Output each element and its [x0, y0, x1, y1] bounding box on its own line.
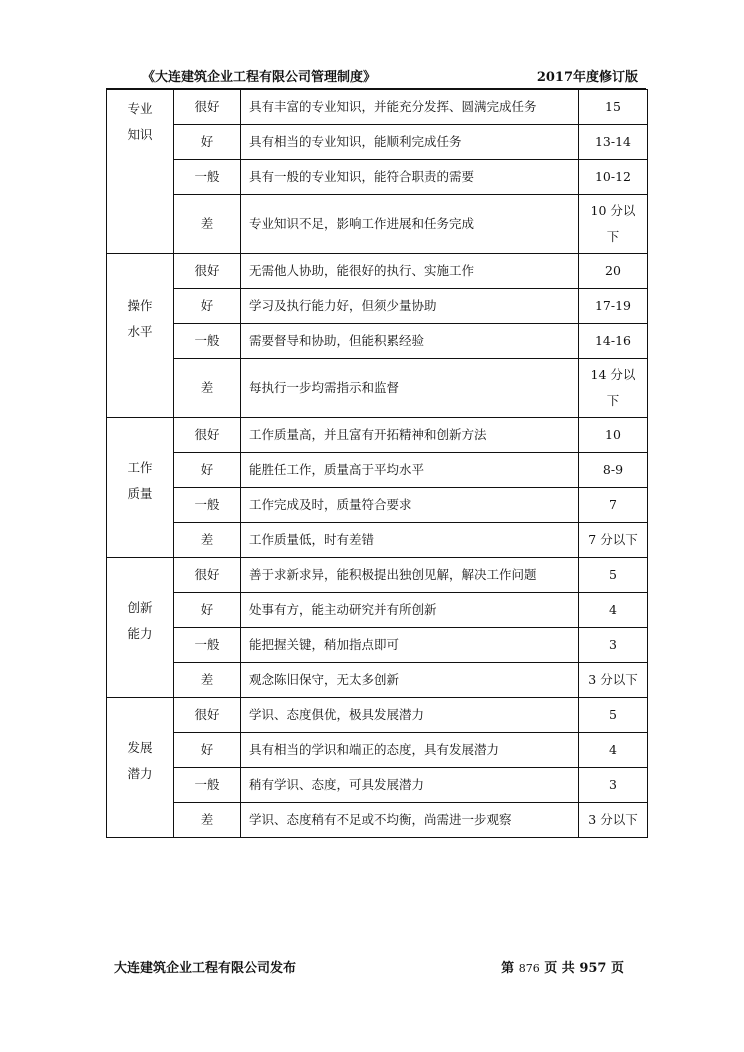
- page-middle: 页 共: [544, 961, 575, 976]
- score-cell: 7: [579, 488, 648, 523]
- level-cell: 差: [174, 523, 241, 558]
- criterion-line: 创新: [127, 599, 153, 615]
- criterion-line: 发展: [127, 739, 153, 755]
- page-indicator: [501, 960, 624, 978]
- criterion-cell: [107, 254, 174, 418]
- description-cell: 能胜任工作，质量高于平均水平: [241, 453, 579, 488]
- description-cell: 专业知识不足，影响工作进展和任务完成: [241, 195, 579, 254]
- level-cell: 差: [174, 663, 241, 698]
- score-line: 下: [606, 393, 620, 408]
- criterion-line: 水平: [127, 323, 153, 339]
- criterion-cell: [107, 418, 174, 558]
- table-row: [107, 90, 648, 125]
- table-row: [107, 558, 648, 593]
- table-row: [107, 593, 648, 628]
- level-cell: 好: [174, 593, 241, 628]
- level-cell: 好: [174, 453, 241, 488]
- level-cell: 一般: [174, 488, 241, 523]
- table-row: [107, 160, 648, 195]
- page-total: 957: [579, 961, 607, 976]
- score-line: 14 分以: [590, 367, 636, 382]
- score-cell: 7 分以下: [579, 523, 648, 558]
- score-line: 下: [606, 229, 620, 244]
- score-cell: 3 分以下: [579, 803, 648, 838]
- description-cell: 处事有方，能主动研究并有所创新: [241, 593, 579, 628]
- description-cell: 无需他人协助，能很好的执行、实施工作: [241, 254, 579, 289]
- table-row: [107, 523, 648, 558]
- criterion-cell: [107, 698, 174, 838]
- level-cell: 很好: [174, 254, 241, 289]
- score-cell: 10: [579, 418, 648, 453]
- level-cell: 好: [174, 125, 241, 160]
- table-row: [107, 768, 648, 803]
- level-cell: 一般: [174, 160, 241, 195]
- level-cell: 很好: [174, 698, 241, 733]
- description-cell: 学识、态度稍有不足或不均衡，尚需进一步观察: [241, 803, 579, 838]
- level-cell: 很好: [174, 90, 241, 125]
- description-cell: 学识、态度俱优，极具发展潜力: [241, 698, 579, 733]
- table-row: [107, 698, 648, 733]
- level-cell: 好: [174, 733, 241, 768]
- description-cell: 稍有学识、态度，可具发展潜力: [241, 768, 579, 803]
- description-cell: 需要督导和协助，但能积累经验: [241, 324, 579, 359]
- table-row: [107, 628, 648, 663]
- edition-label: 2017年度修订版: [536, 70, 638, 85]
- description-cell: 具有相当的专业知识，能顺利完成任务: [241, 125, 579, 160]
- criterion-line: 知识: [127, 127, 153, 142]
- criterion-line: 能力: [127, 625, 153, 641]
- publisher-label: 大连建筑企业工程有限公司发布: [114, 961, 297, 976]
- level-cell: 一般: [174, 768, 241, 803]
- page-prefix: 第: [501, 961, 515, 976]
- criterion-line: 工作: [127, 459, 153, 475]
- level-cell: 一般: [174, 324, 241, 359]
- score-cell: [579, 359, 648, 418]
- table-row: [107, 254, 648, 289]
- score-cell: 15: [579, 90, 648, 125]
- score-cell: 10-12: [579, 160, 648, 195]
- criterion-cell: [107, 90, 174, 254]
- level-cell: 差: [174, 359, 241, 418]
- table-row: [107, 324, 648, 359]
- level-cell: 好: [174, 289, 241, 324]
- table-row: [107, 453, 648, 488]
- criterion-cell: [107, 558, 174, 698]
- score-cell: 8-9: [579, 453, 648, 488]
- criterion-line: 潜力: [127, 765, 153, 781]
- page-suffix: 页: [610, 961, 624, 976]
- table-row: [107, 359, 648, 418]
- score-cell: 5: [579, 698, 648, 733]
- page-footer: [106, 960, 646, 980]
- description-cell: 每执行一步均需指示和监督: [241, 359, 579, 418]
- score-cell: 14-16: [579, 324, 648, 359]
- level-cell: 很好: [174, 558, 241, 593]
- score-cell: [579, 195, 648, 254]
- description-cell: 工作完成及时，质量符合要求: [241, 488, 579, 523]
- description-cell: 具有丰富的专业知识，并能充分发挥、圆满完成任务: [241, 90, 579, 125]
- score-line: 10 分以: [590, 203, 636, 218]
- description-cell: 善于求新求异，能积极提出独创见解，解决工作问题: [241, 558, 579, 593]
- document-title: 《大连建筑企业工程有限公司管理制度》: [142, 70, 377, 85]
- score-cell: 13-14: [579, 125, 648, 160]
- score-cell: 4: [579, 733, 648, 768]
- score-cell: 20: [579, 254, 648, 289]
- level-cell: 差: [174, 195, 241, 254]
- description-cell: 能把握关键，稍加指点即可: [241, 628, 579, 663]
- description-cell: 学习及执行能力好，但须少量协助: [241, 289, 579, 324]
- description-cell: 观念陈旧保守，无太多创新: [241, 663, 579, 698]
- evaluation-table: [106, 89, 648, 838]
- criterion-line: 质量: [127, 485, 153, 501]
- description-cell: 具有相当的学识和端正的态度，具有发展潜力: [241, 733, 579, 768]
- table-row: [107, 418, 648, 453]
- table-row: [107, 289, 648, 324]
- score-cell: 3 分以下: [579, 663, 648, 698]
- table-row: [107, 733, 648, 768]
- description-cell: 工作质量低，时有差错: [241, 523, 579, 558]
- description-cell: 工作质量高，并且富有开拓精神和创新方法: [241, 418, 579, 453]
- score-cell: 5: [579, 558, 648, 593]
- score-cell: 17-19: [579, 289, 648, 324]
- level-cell: 很好: [174, 418, 241, 453]
- table-row: [107, 125, 648, 160]
- score-cell: 3: [579, 628, 648, 663]
- table-row: [107, 195, 648, 254]
- score-cell: 3: [579, 768, 648, 803]
- score-cell: 4: [579, 593, 648, 628]
- criterion-line: 专业: [127, 101, 153, 116]
- description-cell: 具有一般的专业知识，能符合职责的需要: [241, 160, 579, 195]
- table-row: [107, 803, 648, 838]
- table-row: [107, 663, 648, 698]
- level-cell: 一般: [174, 628, 241, 663]
- page-number: 876: [518, 962, 540, 975]
- level-cell: 差: [174, 803, 241, 838]
- criterion-line: 操作: [127, 297, 153, 313]
- table-row: [107, 488, 648, 523]
